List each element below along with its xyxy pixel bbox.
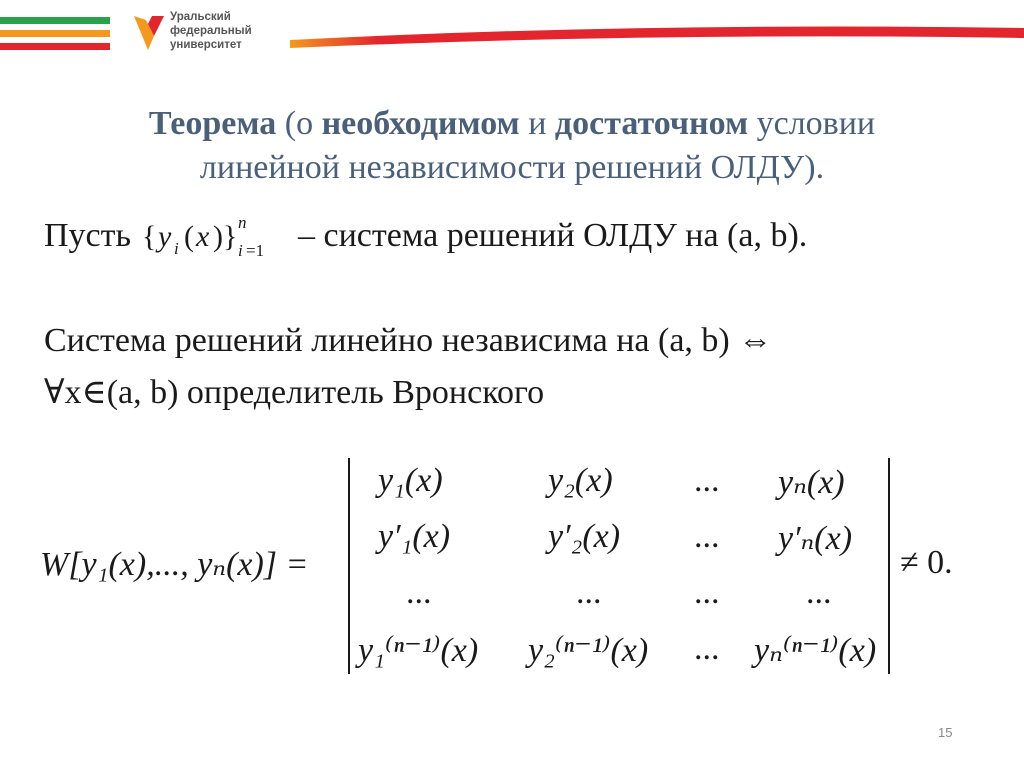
svg-text:=1: =1 — [245, 241, 264, 260]
matrix-cell: y₂⁽ⁿ⁻¹⁾(x) — [528, 632, 649, 669]
title-line-2: линейной независимости решений ОЛДУ). — [199, 149, 825, 186]
solution-system-formula — [140, 210, 290, 262]
title-word-sufficient: достаточном — [554, 105, 749, 142]
criterion-line-1: Система решений линейно независима на (a, b) ⇔ — [44, 322, 773, 359]
page-number: 15 — [938, 725, 953, 740]
matrix-cell: y′ₙ(x) — [778, 520, 853, 557]
statement-suffix: – система решений ОЛДУ на (a, b). — [298, 217, 808, 254]
matrix-cell: ... — [406, 574, 432, 611]
svg-text:i: i — [237, 241, 243, 260]
matrix-cell: y′₁(x) — [378, 518, 451, 555]
svg-text:)}: )} — [212, 220, 237, 253]
matrix-cell: yₙ(x) — [778, 464, 845, 501]
title-text: и — [519, 105, 555, 142]
university-logo-icon — [132, 12, 166, 54]
title-text: условии — [748, 105, 876, 142]
wronskian-formula — [40, 452, 980, 682]
matrix-cell: y₂(x) — [548, 462, 613, 499]
header — [0, 0, 1024, 70]
svg-text:y: y — [157, 220, 171, 253]
matrix-cell: ... — [576, 574, 602, 611]
matrix-cell: ... — [806, 574, 832, 611]
wronskian-rhs: ≠ 0. — [900, 544, 953, 581]
svg-text:i: i — [173, 239, 179, 258]
matrix-cell: y₁⁽ⁿ⁻¹⁾(x) — [358, 632, 479, 669]
matrix-cell: y′₂(x) — [548, 518, 621, 555]
determinant-right-bar — [888, 458, 890, 674]
svg-text:(: ( — [183, 220, 194, 253]
svg-text:x: x — [195, 220, 209, 253]
green-stripe — [0, 17, 110, 24]
title-text: (о — [276, 105, 322, 142]
title-word-necessary: необходимом — [321, 105, 520, 142]
logo-line: университет — [170, 39, 242, 51]
matrix-cell: ... — [694, 574, 720, 611]
matrix-cell: ... — [694, 462, 720, 499]
matrix-cell: yₙ⁽ⁿ⁻¹⁾(x) — [754, 632, 877, 669]
determinant-left-bar — [348, 458, 350, 674]
orange-stripe — [0, 30, 110, 37]
matrix-cell: y₁(x) — [378, 462, 443, 499]
statement-line — [44, 210, 807, 262]
matrix-cell: ... — [694, 518, 720, 555]
statement-prefix: Пусть — [44, 217, 140, 254]
title-line-1 — [0, 102, 1024, 146]
svg-text:{: { — [141, 220, 156, 253]
logo-line: федеральный — [170, 25, 252, 37]
slide-title — [0, 102, 1024, 190]
criterion-line-2: ∀x∈(a, b) определитель Вронского — [44, 374, 545, 411]
red-stripe — [0, 43, 110, 50]
logo-line: Уральский — [170, 11, 231, 23]
header-swoosh — [290, 18, 1024, 58]
matrix-cell: ... — [694, 630, 720, 667]
logo-text — [170, 10, 252, 52]
title-word-theorem: Теорема — [148, 105, 277, 142]
wronskian-lhs: W[y₁(x),..., yₙ(x)] = — [40, 546, 309, 583]
svg-text:n: n — [237, 213, 247, 232]
